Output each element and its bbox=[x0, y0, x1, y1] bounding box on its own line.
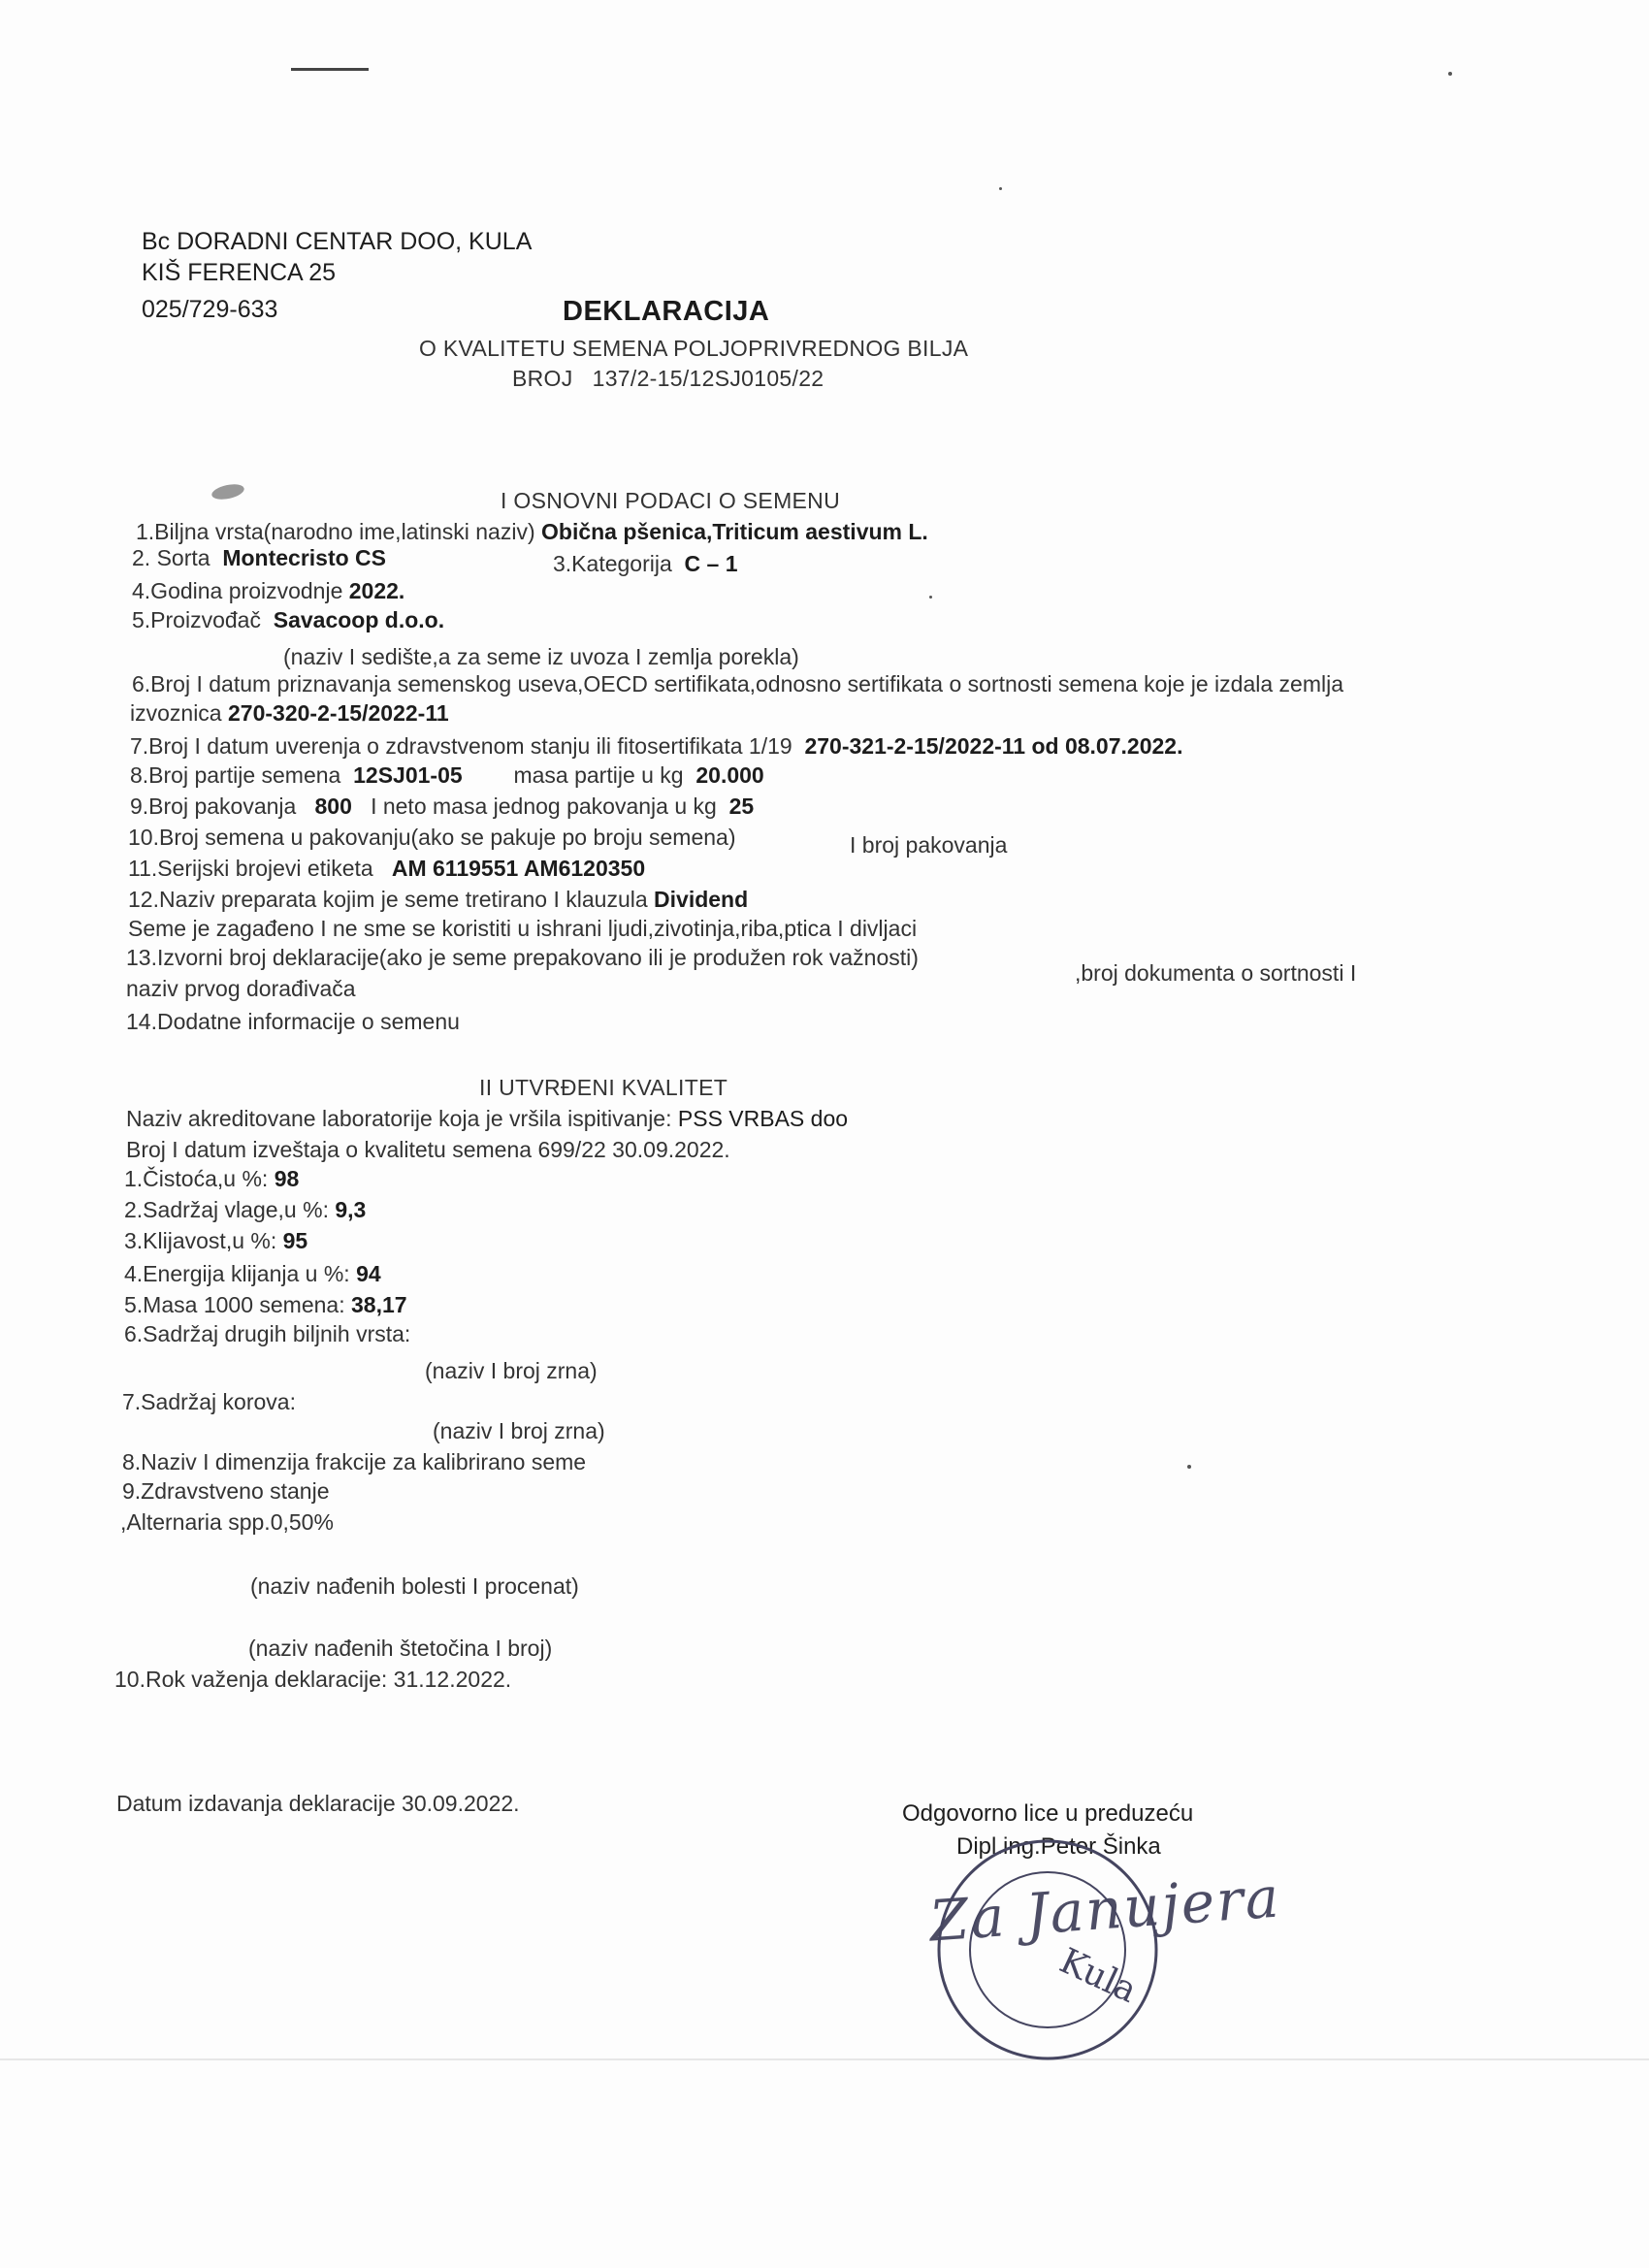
line-5-note: (naziv I sedište,a za seme iz uvoza I zemlja porekla) bbox=[283, 644, 799, 669]
quality-6: 6.Sadržaj drugih biljnih vrsta: bbox=[124, 1321, 411, 1346]
document-number bbox=[512, 366, 824, 393]
lab-line bbox=[126, 1106, 848, 1133]
line-5 bbox=[132, 607, 444, 634]
document-subtitle: O KVALITETU SEMENA POLJOPRIVREDNOG BILJA bbox=[419, 336, 969, 361]
quality-2-label: 2.Sadržaj vlage,u %: bbox=[124, 1197, 329, 1222]
line-3-label: 3.Kategorija bbox=[553, 551, 672, 576]
line-10-right: I broj pakovanja bbox=[850, 832, 1008, 858]
quality-7-note: (naziv I broj zrna) bbox=[433, 1418, 605, 1443]
line-12-label: 12.Naziv preparata kojim je seme tretirano I klauzula bbox=[128, 887, 648, 912]
line-13-cont: naziv prvog dorađivača bbox=[126, 976, 356, 1001]
quality-6-note: (naziv I broj zrna) bbox=[425, 1358, 598, 1383]
line-3-value: C – 1 bbox=[684, 551, 738, 576]
quality-10-label: 10.Rok važenja deklaracije: bbox=[114, 1667, 388, 1692]
line-1-value: Obična pšenica,Triticum aestivum L. bbox=[541, 519, 928, 544]
line-7-label: 7.Broj I datum uverenja o zdravstvenom stanju ili fitosertifikata 1/19 bbox=[130, 733, 792, 759]
line-9-value: 800 bbox=[314, 794, 352, 819]
quality-7: 7.Sadržaj korova: bbox=[122, 1389, 296, 1414]
quality-9: 9.Zdravstveno stanje bbox=[122, 1478, 330, 1504]
quality-10 bbox=[114, 1667, 511, 1694]
responsible-person-name: Dipl.ing.Peter Šinka bbox=[956, 1833, 1161, 1860]
quality-2 bbox=[124, 1197, 366, 1224]
line-4-label: 4.Godina proizvodnje bbox=[132, 578, 343, 603]
company-address: KIŠ FERENCA 25 bbox=[142, 259, 337, 286]
line-2-value: Montecristo CS bbox=[222, 545, 387, 570]
quality-3-value: 95 bbox=[282, 1228, 308, 1253]
line-10: 10.Broj semena u pakovanju(ako se pakuje po broju semena) bbox=[128, 825, 736, 850]
quality-2-value: 9,3 bbox=[335, 1197, 367, 1222]
svg-text:Kula: Kula bbox=[1053, 1940, 1144, 2011]
line-1-label: 1.Biljna vrsta(narodno ime,latinski naziv) bbox=[136, 519, 535, 544]
line-9-mass-label: I neto masa jednog pakovanja u kg bbox=[371, 794, 717, 819]
line-12 bbox=[128, 887, 748, 914]
quality-4-value: 94 bbox=[356, 1261, 381, 1286]
quality-5-value: 38,17 bbox=[350, 1292, 407, 1317]
company-stamp bbox=[902, 1824, 1174, 2076]
line-14: 14.Dodatne informacije o semenu bbox=[126, 1009, 460, 1034]
responsible-person-title: Odgovorno lice u preduzeću bbox=[902, 1800, 1194, 1827]
line-13-right: ,broj dokumenta o sortnosti I bbox=[1075, 960, 1357, 986]
speck bbox=[1448, 72, 1452, 76]
report-value: 699/22 30.09.2022. bbox=[537, 1137, 730, 1162]
line-8-mass-label: masa partije u kg bbox=[513, 762, 684, 788]
line-11-value: AM 6119551 AM6120350 bbox=[391, 856, 646, 881]
line-8 bbox=[130, 762, 764, 790]
quality-10-value: 31.12.2022. bbox=[393, 1667, 512, 1692]
section1-title: I OSNOVNI PODACI O SEMENU bbox=[501, 488, 840, 513]
quality-4-label: 4.Energija klijanja u %: bbox=[124, 1261, 350, 1286]
quality-1-label: 1.Čistoća,u %: bbox=[124, 1166, 269, 1191]
scan-mark bbox=[291, 68, 369, 71]
document-title: DEKLARACIJA bbox=[563, 296, 770, 327]
line-4 bbox=[132, 578, 404, 605]
line-6: 6.Broj I datum priznavanja semenskog useva,OECD sertifikata,odnosno sertifikata o sortnosti semena koje je izdala zemlja bbox=[132, 671, 1343, 697]
quality-9-note-diseases: (naziv nađenih bolesti I procenat) bbox=[250, 1573, 579, 1599]
report-line bbox=[126, 1137, 730, 1164]
line-6-cont-label: izvoznica bbox=[130, 700, 222, 726]
speck bbox=[1187, 1465, 1191, 1469]
quality-9-note-pests: (naziv nađenih štetočina I broj) bbox=[248, 1636, 553, 1661]
line-9 bbox=[130, 794, 754, 821]
document-number-value: 137/2-15/12SJ0105/22 bbox=[592, 366, 824, 391]
speck bbox=[999, 187, 1002, 190]
report-label: Broj I datum izveštaja o kvalitetu semena bbox=[126, 1137, 533, 1162]
line-6-value: 270-320-2-15/2022-11 bbox=[228, 700, 449, 726]
document-number-label: BROJ bbox=[512, 366, 573, 391]
line-5-label: 5.Proizvođač bbox=[132, 607, 261, 632]
company-name: Bc DORADNI CENTAR DOO, KULA bbox=[142, 228, 533, 255]
line-11 bbox=[128, 856, 645, 883]
line-12-note: Seme je zagađeno I ne sme se koristiti u ishrani ljudi,zivotinja,riba,ptica I divljaci bbox=[128, 916, 918, 941]
quality-4 bbox=[124, 1261, 381, 1288]
line-8-label: 8.Broj partije semena bbox=[130, 762, 341, 788]
line-6-cont bbox=[130, 700, 449, 728]
company-phone: 025/729-633 bbox=[142, 296, 278, 323]
line-5-value: Savacoop d.o.o. bbox=[273, 607, 445, 632]
line-11-label: 11.Serijski brojevi etiketa bbox=[128, 856, 373, 881]
line-7 bbox=[130, 733, 1182, 761]
line-7-value: 270-321-2-15/2022-11 od 08.07.2022. bbox=[804, 733, 1183, 759]
line-8-mass-value: 20.000 bbox=[695, 762, 764, 788]
quality-5 bbox=[124, 1292, 407, 1319]
line-2-label: 2. Sorta bbox=[132, 545, 210, 570]
quality-3 bbox=[124, 1228, 307, 1255]
line-3 bbox=[553, 551, 738, 578]
line-13: 13.Izvorni broj deklaracije(ako je seme prepakovano ili je produžen rok važnosti) bbox=[126, 945, 919, 970]
ink-smudge bbox=[210, 482, 245, 502]
quality-1 bbox=[124, 1166, 299, 1193]
scan-line bbox=[0, 2058, 1649, 2060]
line-4-value: 2022. bbox=[348, 578, 405, 603]
lab-value: PSS VRBAS doo bbox=[677, 1106, 849, 1131]
quality-9-value: ,Alternaria spp.0,50% bbox=[120, 1509, 334, 1535]
quality-8: 8.Naziv I dimenzija frakcije za kalibrirano seme bbox=[122, 1449, 587, 1474]
line-9-label: 9.Broj pakovanja bbox=[130, 794, 297, 819]
issue-date: Datum izdavanja deklaracije 30.09.2022. bbox=[116, 1791, 520, 1816]
quality-5-label: 5.Masa 1000 semena: bbox=[124, 1292, 345, 1317]
line-2 bbox=[132, 545, 386, 572]
line-12-value: Dividend bbox=[654, 887, 749, 912]
signature: Za Janujera bbox=[927, 1863, 1283, 1955]
line-9-mass-value: 25 bbox=[728, 794, 755, 819]
line-1 bbox=[136, 519, 928, 546]
lab-label: Naziv akreditovane laboratorije koja je vršila ispitivanje: bbox=[126, 1106, 672, 1131]
speck bbox=[929, 596, 932, 599]
section2-title: II UTVRĐENI KVALITET bbox=[479, 1075, 728, 1100]
quality-3-label: 3.Klijavost,u %: bbox=[124, 1228, 277, 1253]
quality-1-value: 98 bbox=[274, 1166, 300, 1191]
line-8-value: 12SJ01-05 bbox=[353, 762, 463, 788]
